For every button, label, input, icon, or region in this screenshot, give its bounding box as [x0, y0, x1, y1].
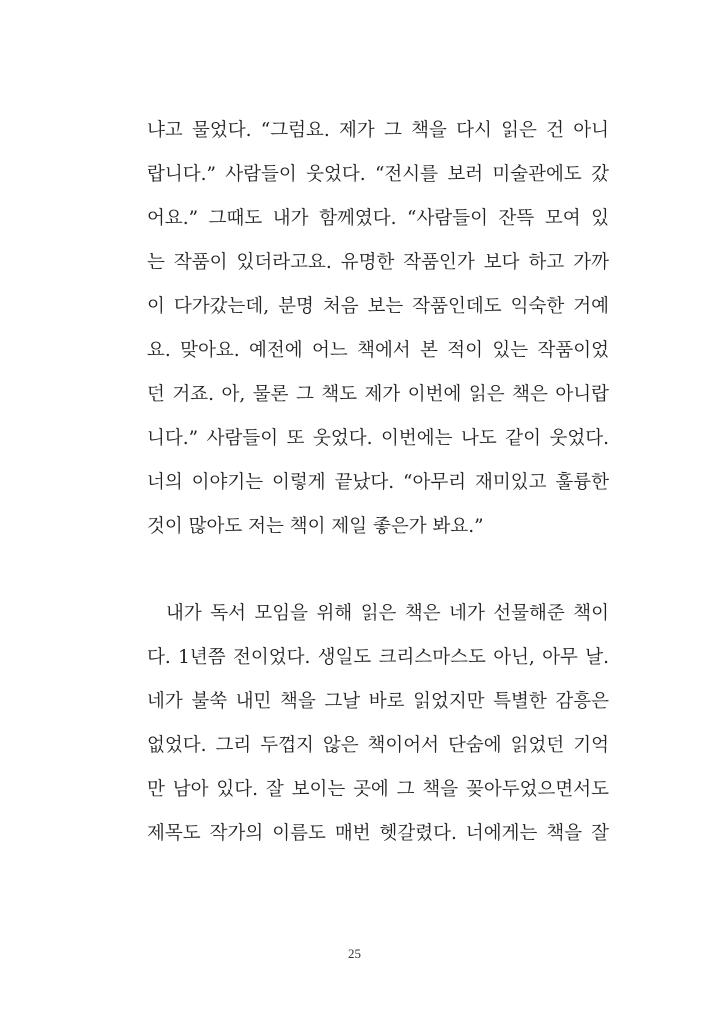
- text-line: 없었다. 그리 두껍지 않은 책이어서 단숨에 읽었던 기억: [147, 735, 609, 756]
- paragraph-1: [147, 109, 609, 549]
- text-line: 제목도 작가의 이름도 매번 헷갈렸다. 너에게는 책을 잘: [147, 823, 609, 844]
- page-number: 25: [348, 946, 361, 961]
- text-line: 요. 맞아요. 예전에 어느 책에서 본 적이 있는 작품이었: [147, 340, 609, 361]
- text-line: 만 남아 있다. 잘 보이는 곳에 그 책을 꽂아두었으면서도: [147, 779, 609, 800]
- text-line: 네가 불쑥 내민 책을 그날 바로 읽었지만 특별한 감흥은: [147, 691, 609, 712]
- text-line: 는 작품이 있더라고요. 유명한 작품인가 보다 하고 가까: [147, 252, 609, 273]
- text-line: 니다.” 사람들이 또 웃었다. 이번에는 나도 같이 웃었다.: [147, 428, 609, 449]
- text-line: 냐고 물었다. “그럼요. 제가 그 책을 다시 읽은 건 아니: [147, 120, 609, 141]
- paragraph-2: [147, 592, 609, 856]
- text-line: 던 거죠. 아, 물론 그 책도 제가 이번에 읽은 책은 아니랍: [147, 384, 609, 405]
- text-line: 어요.” 그때도 내가 함께였다. “사람들이 잔뜩 모여 있: [147, 208, 609, 229]
- text-line: 이 다가갔는데, 분명 처음 보는 작품인데도 익숙한 거예: [147, 296, 609, 317]
- text-line: 너의 이야기는 이렇게 끝났다. “아무리 재미있고 훌륭한: [147, 472, 609, 493]
- text-line: 랍니다.” 사람들이 웃었다. “전시를 보러 미술관에도 갔: [147, 164, 609, 185]
- text-line: 것이 많아도 저는 책이 제일 좋은가 봐요.”: [147, 516, 484, 537]
- text-line: 다. 1년쯤 전이었다. 생일도 크리스마스도 아닌, 아무 날.: [147, 647, 610, 668]
- text-line: 내가 독서 모임을 위해 읽은 책은 네가 선물해준 책이: [166, 603, 609, 624]
